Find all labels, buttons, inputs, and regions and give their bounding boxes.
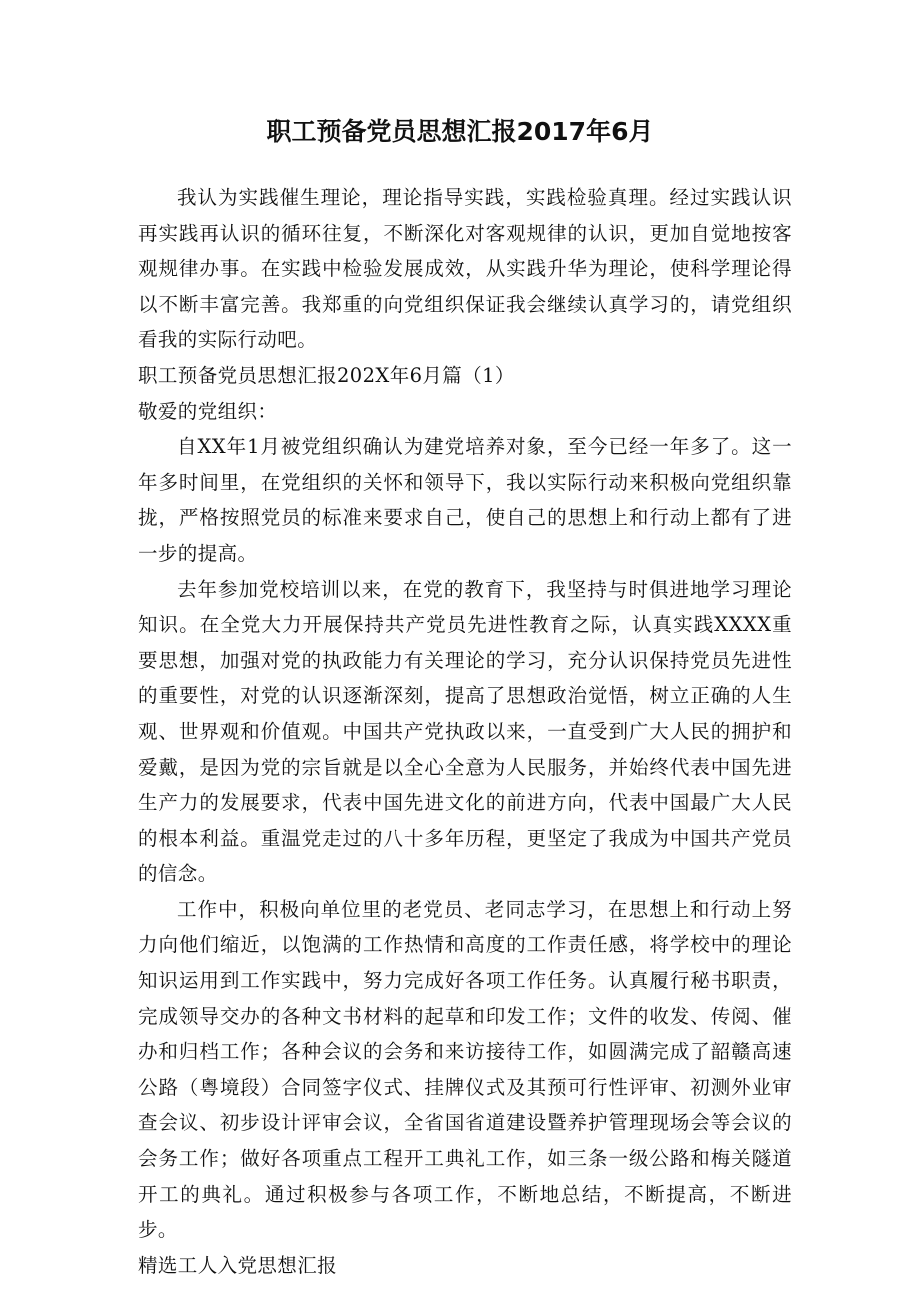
document-body <box>138 180 792 1283</box>
salutation: 敬爱的党组织： <box>138 399 278 423</box>
document-title: 职工预备党员思想汇报2017年6月 <box>266 117 654 146</box>
paragraph-footer-link: 精选工人入党思想汇报 <box>138 1253 338 1277</box>
section-subheading: 职工预备党员思想汇报202X年6月篇（1） <box>138 363 515 387</box>
paragraph-work: 工作中，积极向单位里的老党员、老同志学习，在思想上和行动上努力向他们缩近，以饱满的工作热情和高度的工作责任感，将学校中的理论知识运用到工作实践中，努力完成好各项工作任务。认真履行秘书职责，完成领导交办的各种文书材料的起草和印发工作；文件的收发、传阅、催办和归档工作；各种会议的会务和来访接待工作，如圆满完成了韶赣高速公路（粤境段）合同签字仪式、挂牌仪式及其预可行性评审、初测外业审查会议、初步设计评审会议，全省国省道建设暨养护管理现场会等会议的会务工作；做好各项重点工程开工典礼工作，如三条一级公路和梅关隧道开工的典礼。通过积极参与各项工作，不断地总结，不断提高，不断进步。 <box>138 897 792 1242</box>
paragraph-training-object: 自XX年1月被党组织确认为建党培养对象，至今已经一年多了。这一年多时间里，在党组织的关怀和领导下，我以实际行动来积极向党组织靠拢，严格按照党员的标准来要求自己，使自己的思想上和行动上都有了进一步的提高。 <box>138 435 792 565</box>
paragraph-party-school: 去年参加党校培训以来，在党的教育下，我坚持与时俱进地学习理论知识。在全党大力开展保持共产党员先进性教育之际，认真实践XXXX重要思想，加强对党的执政能力有关理论的学习，充分认识保持党员先进性的重要性，对党的认识逐渐深刻，提高了思想政治觉悟，树立正确的人生观、世界观和价值观。中国共产党执政以来，一直受到广大人民的拥护和爱戴，是因为党的宗旨就是以全心全意为人民服务，并始终代表中国先进生产力的发展要求，代表中国先进文化的前进方向，代表中国最广大人民的根本利益。重温党走过的八十多年历程，更坚定了我成为中国共产党员的信念。 <box>138 577 792 886</box>
paragraph-practice-theory: 我认为实践催生理论，理论指导实践，实践检验真理。经过实践认识再实践再认识的循环往复，不断深化对客观规律的认识，更加自觉地按客观规律办事。在实践中检验发展成效，从实践升华为理论，使科学理论得以不断丰富完善。我郑重的向党组织保证我会继续认真学习的，请党组织看我的实际行动吧。 <box>138 186 792 352</box>
